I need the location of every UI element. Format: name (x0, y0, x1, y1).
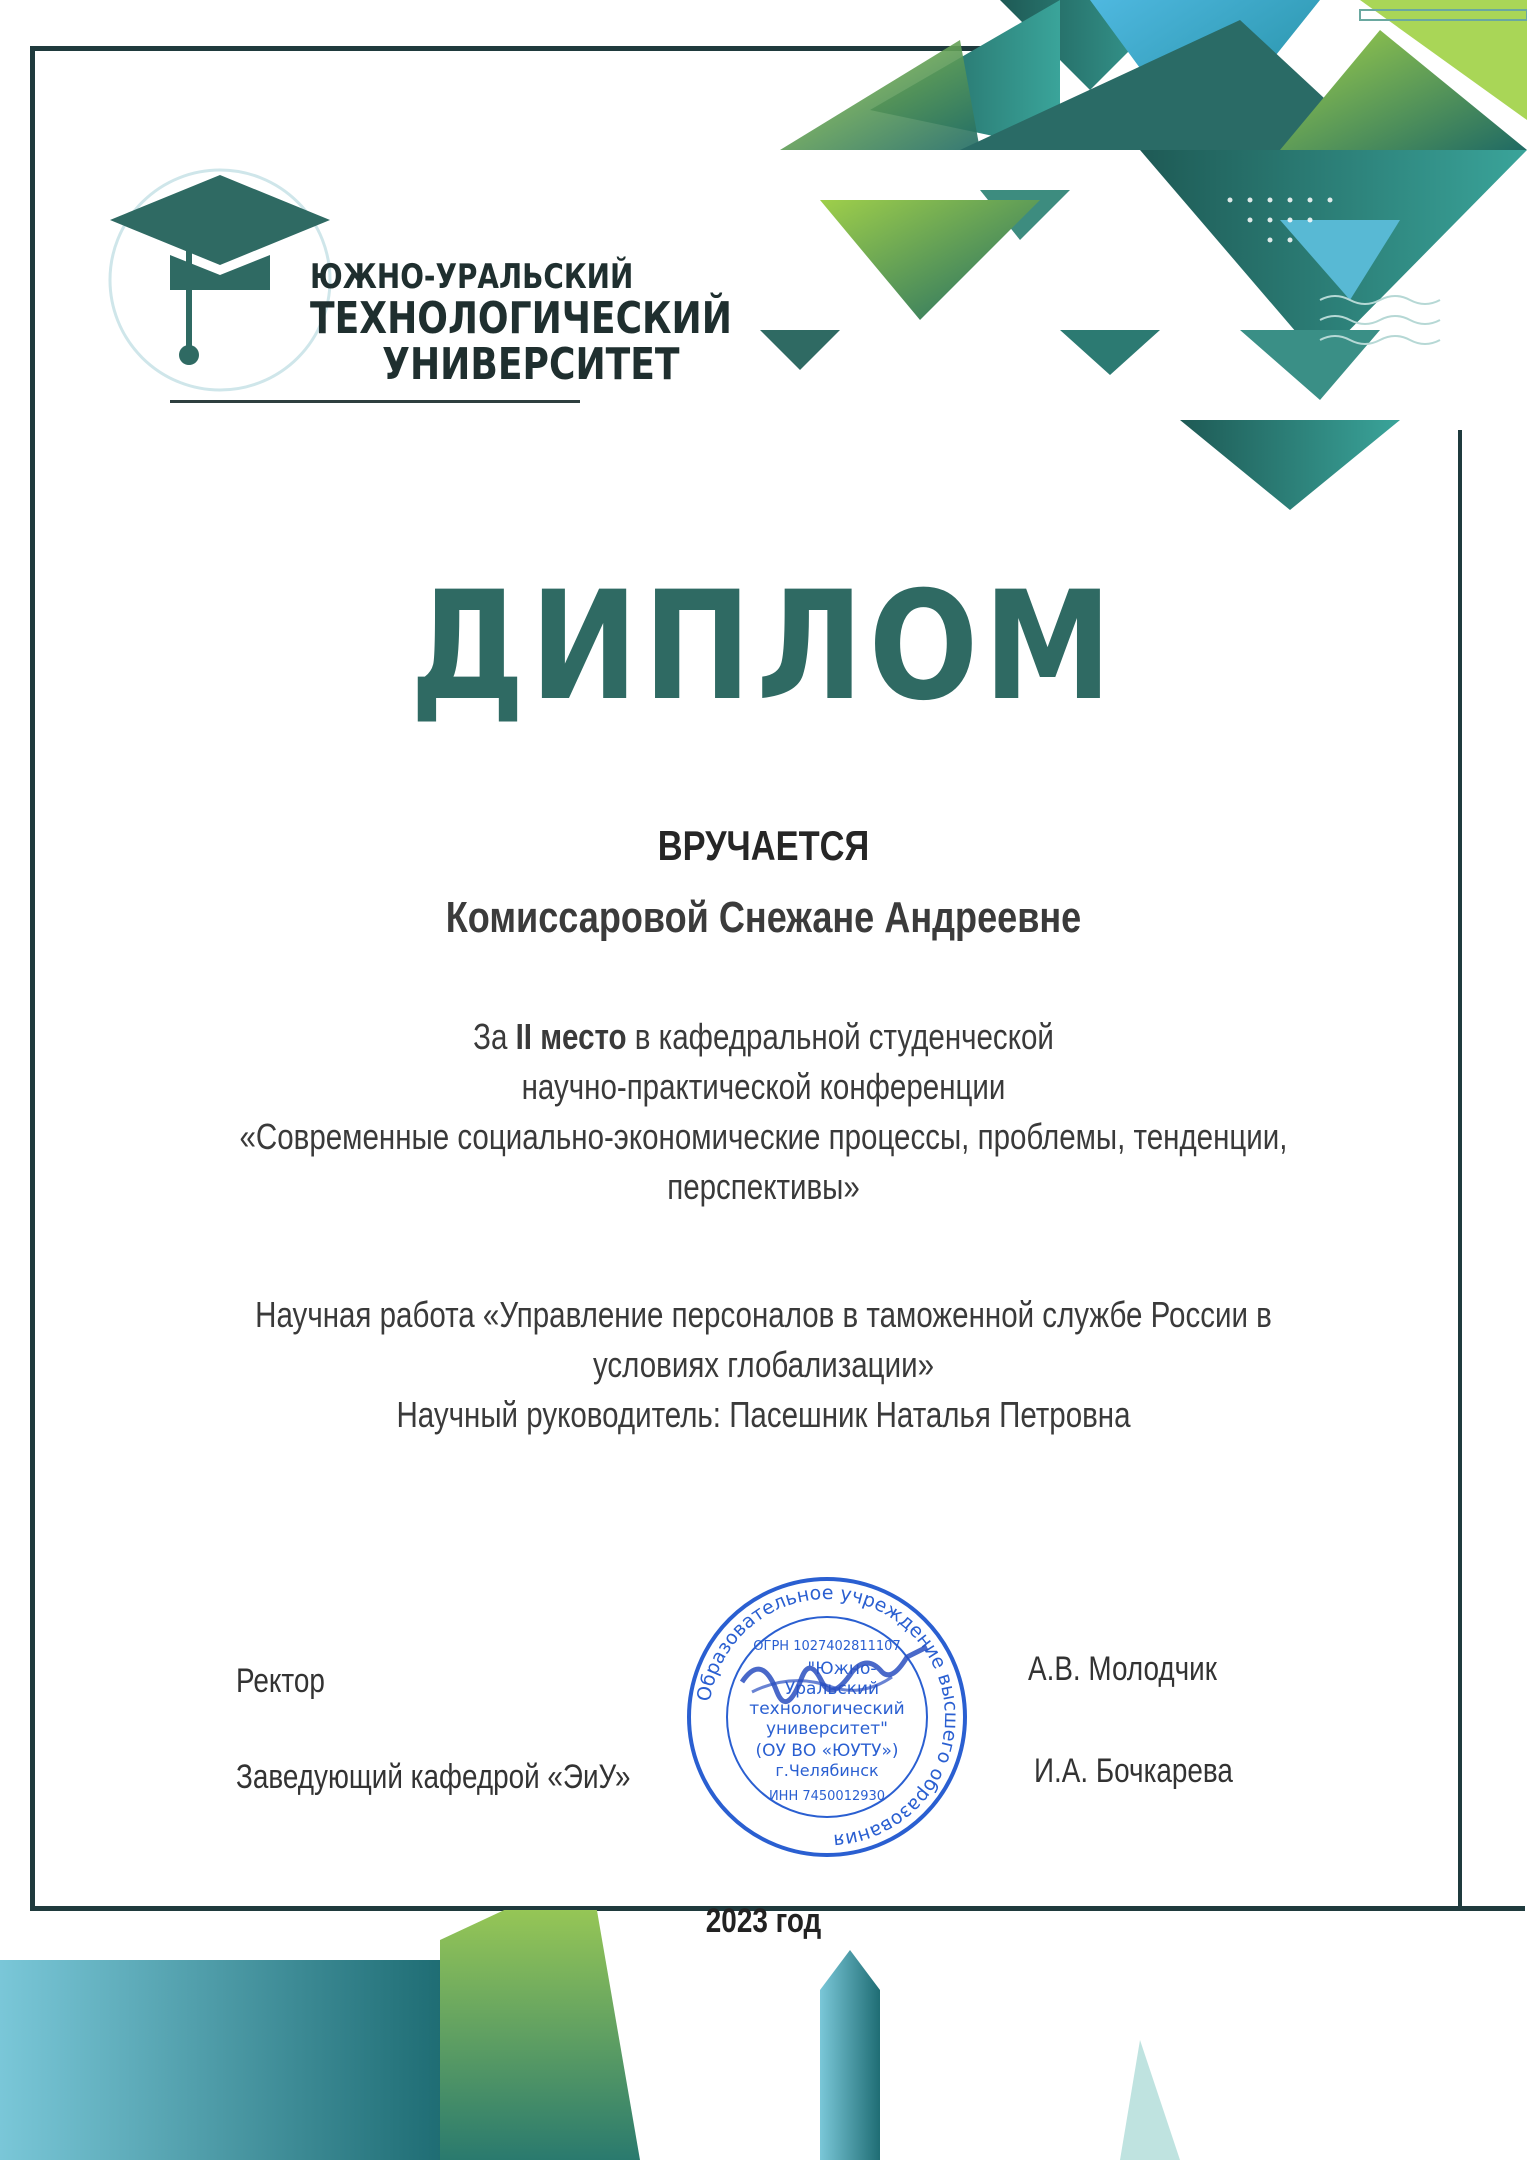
stamp-line-3: технологический (749, 1699, 905, 1719)
logo-line-3: УНИВЕРСИТЕТ (382, 338, 680, 390)
award-line-3: «Современные социально-экономические процессы, проблемы, тенденции, (239, 1116, 1288, 1157)
research-work (236, 1290, 1291, 1440)
logo-line-2: ТЕХНОЛОГИЧЕСКИЙ (310, 292, 732, 344)
frame-right-line (1458, 430, 1462, 1910)
stamp-outer-text: Образовательное учреждение высшего образования (692, 1581, 963, 1852)
decorative-triangles-top (760, 0, 1527, 520)
university-logo (100, 160, 732, 420)
work-line-3: Научный руководитель: Пасешник Наталья Петровна (396, 1394, 1131, 1435)
official-stamp (682, 1572, 972, 1862)
recipient-name: Комиссаровой Снежане Андреевне (445, 893, 1082, 942)
stamp-ogrn: ОГРН 1027402811107 (753, 1639, 901, 1654)
stamp-line-1: "Южно- (807, 1659, 877, 1679)
award-line-4: перспективы» (667, 1166, 860, 1207)
year: 2023 год (705, 1902, 822, 1940)
presented-label: ВРУЧАЕТСЯ (657, 822, 870, 869)
stamp-line-6: г.Челябинск (775, 1761, 879, 1780)
work-line-1: Научная работа «Управление персоналов в таможенной службе России в (255, 1294, 1272, 1335)
university-name (310, 257, 732, 390)
award-line-1: За II место в кафедральной студенческой (473, 1016, 1054, 1057)
logo-underline (170, 400, 580, 403)
decorative-shapes-bottom (0, 1910, 1527, 2160)
head-of-department-name: И.А. Бочкарева (1034, 1752, 1233, 1790)
frame-left-line (30, 46, 35, 1906)
stamp-line-5: (ОУ ВО «ЮУТУ») (755, 1741, 899, 1761)
work-line-2: условиях глобализации» (592, 1344, 934, 1385)
rector-name: А.В. Молодчик (1028, 1650, 1217, 1688)
stamp-line-2: Уральский (784, 1679, 880, 1699)
logo-line-1: ЮЖНО-УРАЛЬСКИЙ (310, 257, 634, 297)
rector-label: Ректор (236, 1662, 325, 1700)
head-of-department-label: Заведующий кафедрой «ЭиУ» (236, 1758, 631, 1796)
award-description (236, 1012, 1291, 1212)
stamp-inn: ИНН 7450012930 (768, 1789, 886, 1804)
stamp-line-4: университет" (766, 1719, 888, 1739)
award-line-2: научно-практической конференции (521, 1066, 1006, 1107)
diploma-title: ДИПЛОМ (410, 560, 1117, 734)
